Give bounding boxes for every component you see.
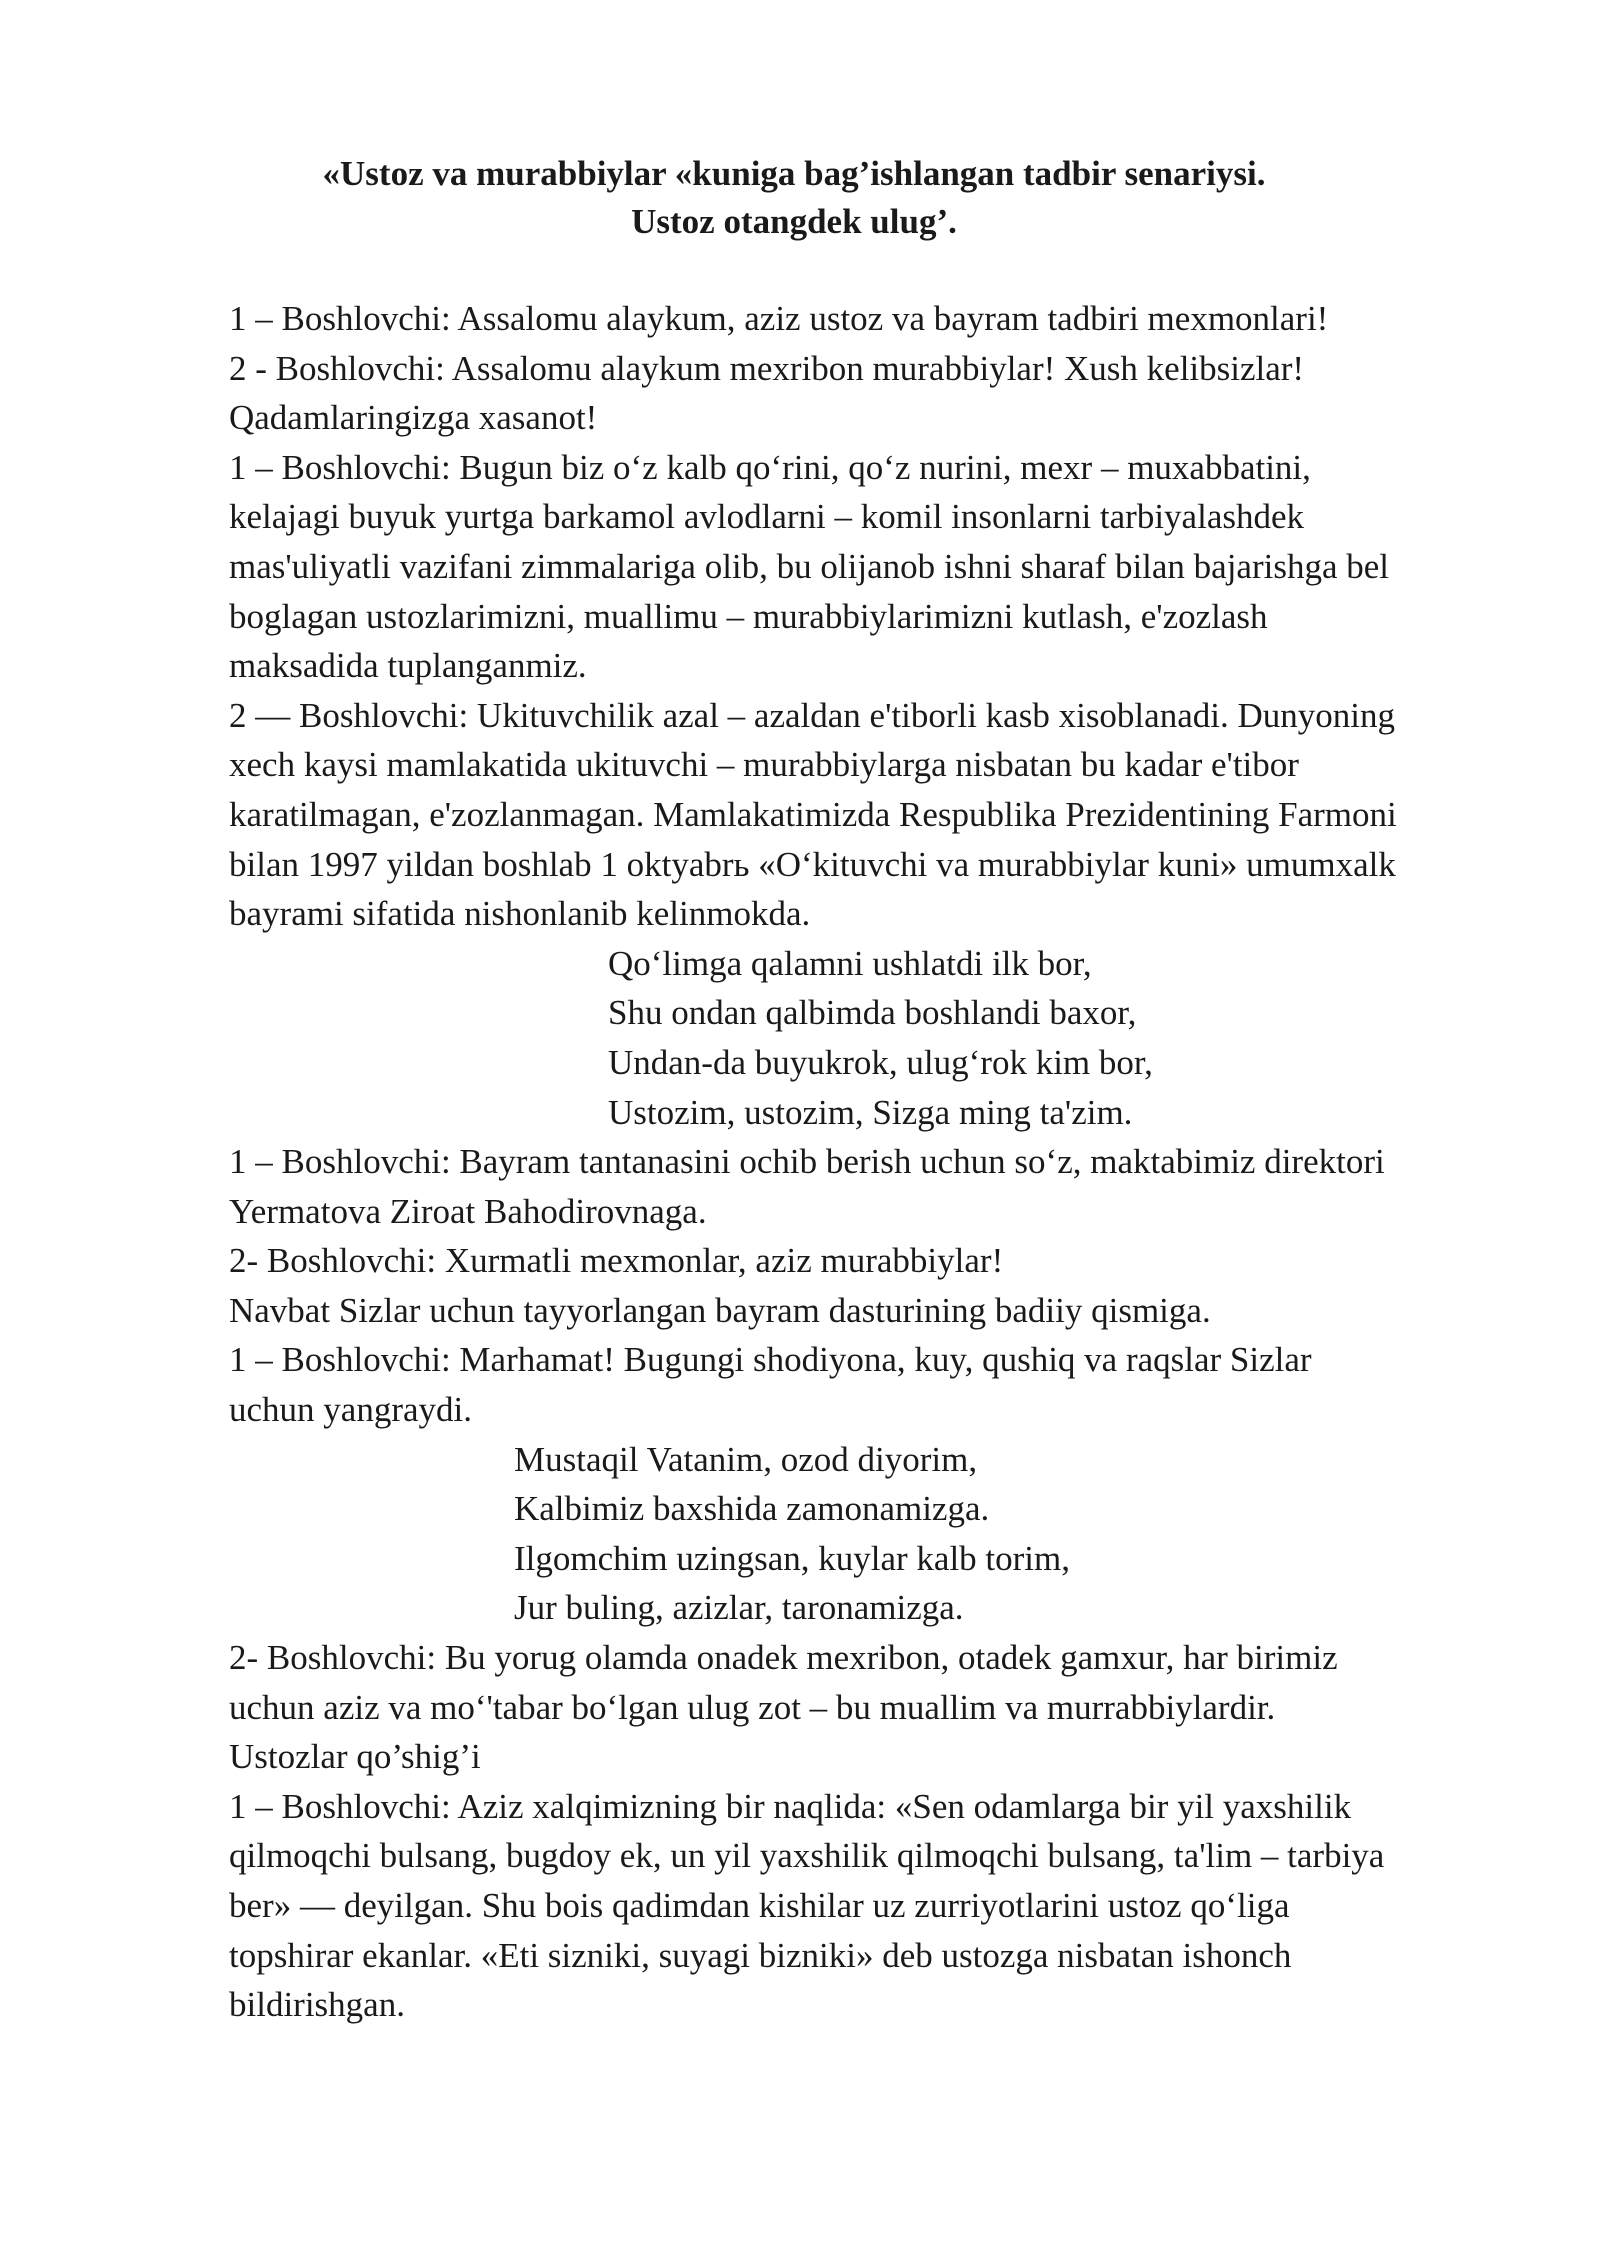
text-line: uchun yangraydi. xyxy=(229,1390,472,1430)
text-line: kelajagi buyuk yurtga barkamol avlodlarni – komil insonlarni tarbiyalashdek xyxy=(229,497,1305,537)
verse-line: Undan-da buyukrok, ulug‘rok kim bor, xyxy=(608,1042,1153,1082)
text-line: mas'uliyatli vazifani zimmalariga olib, bu olijanob ishni sharaf bilan bajarishga bel xyxy=(229,546,1390,586)
text-line: 2- Boshlovchi: Xurmatli mexmonlar, aziz murabbiylar! xyxy=(229,1241,1004,1281)
title-line-1: «Ustoz va murabbiylar «kuniga bag’ishlangan tadbir senariysi. xyxy=(322,154,1266,193)
text-line: bilan 1997 yildan boshlab 1 oktyabrь «O‘kituvchi va murabbiylar kuni» umumxalk xyxy=(229,844,1396,884)
verse-line: Mustaqil Vatanim, ozod diyorim, xyxy=(514,1439,978,1479)
document-body xyxy=(229,294,1529,2030)
text-line: ber» — deyilgan. Shu bois qadimdan kishilar uz zurriyotlarini ustoz qo‘liga xyxy=(229,1886,1290,1925)
text-line: 2- Boshlovchi: Bu yorug olamda onadek mexribon, otadek gamxur, har birimiz xyxy=(229,1638,1338,1678)
document-page xyxy=(229,150,1529,2030)
verse-line: Shu ondan qalbimda boshlandi baxor, xyxy=(608,993,1137,1033)
text-line: Ustozlar qo’shig’i xyxy=(229,1737,481,1777)
verse-line: Kalbimiz baxshida zamonamizga. xyxy=(514,1489,990,1529)
text-line: Navbat Sizlar uchun tayyorlangan bayram dasturining badiiy qismiga. xyxy=(229,1290,1211,1330)
document-title xyxy=(229,150,1529,246)
text-line: bildirishgan. xyxy=(229,1985,405,2025)
verse-line: Ilgomchim uzingsan, kuylar kalb torim, xyxy=(514,1538,1071,1578)
text-line: maksadida tuplanganmiz. xyxy=(229,646,587,686)
text-line: xech kaysi mamlakatida ukituvchi – murabbiylarga nisbatan bu kadar e'tibor xyxy=(229,745,1299,785)
text-line: qilmoqchi bulsang, bugdoy ek, un yil yaxshilik qilmoqchi bulsang, ta'lim – tarbiya xyxy=(229,1836,1385,1876)
verse-line: Qo‘limga qalamni ushlatdi ilk bor, xyxy=(608,943,1092,983)
text-line: bayrami sifatida nishonlanib kelinmokda. xyxy=(229,894,811,934)
text-line: 1 – Boshlovchi: Marhamat! Bugungi shodiyona, kuy, qushiq va raqslar Sizlar xyxy=(229,1340,1312,1380)
text-line: uchun aziz va mo‘'tabar bo‘lgan ulug zot – bu muallim va murrabbiylardir. xyxy=(229,1687,1276,1727)
text-line: 2 - Boshlovchi: Assalomu alaykum mexribon murabbiylar! Xush kelibsizlar! xyxy=(229,348,1305,388)
text-line: karatilmagan, e'zozlanmagan. Mamlakatimizda Respublika Prezidentining Farmoni xyxy=(229,794,1397,834)
text-line: 1 – Boshlovchi: Bugun biz o‘z kalb qo‘rini, qo‘z nurini, mexr – muxabbatini, xyxy=(229,447,1311,487)
text-line: 1 – Boshlovchi: Bayram tantanasini ochib berish uchun so‘z, maktabimiz direktori xyxy=(229,1142,1385,1182)
title-line-2: Ustoz otangdek ulug’. xyxy=(631,202,957,241)
text-line: topshirar ekanlar. «Eti sizniki, suyagi bizniki» deb ustozga nisbatan ishonch xyxy=(229,1935,1292,1975)
text-line: Yermatova Ziroat Bahodirovnaga. xyxy=(229,1191,707,1231)
text-line: Qadamlaringizga xasanot! xyxy=(229,398,598,438)
text-line: boglagan ustozlarimizni, muallimu – murabbiylarimizni kutlash, e'zozlash xyxy=(229,596,1268,636)
text-line: 1 – Boshlovchi: Aziz xalqimizning bir naqlida: «Sen odamlarga bir yil yaxshilik xyxy=(229,1786,1352,1826)
text-line: 2 — Boshlovchi: Ukituvchilik azal – azaldan e'tiborli kasb xisoblanadi. Dunyoning xyxy=(229,695,1395,735)
verse-line: Ustozim, ustozim, Sizga ming ta'zim. xyxy=(608,1092,1133,1132)
verse-line: Jur buling, azizlar, taronamizga. xyxy=(514,1588,964,1628)
text-line: 1 – Boshlovchi: Assalomu alaykum, aziz ustoz va bayram tadbiri mexmonlari! xyxy=(229,299,1329,338)
